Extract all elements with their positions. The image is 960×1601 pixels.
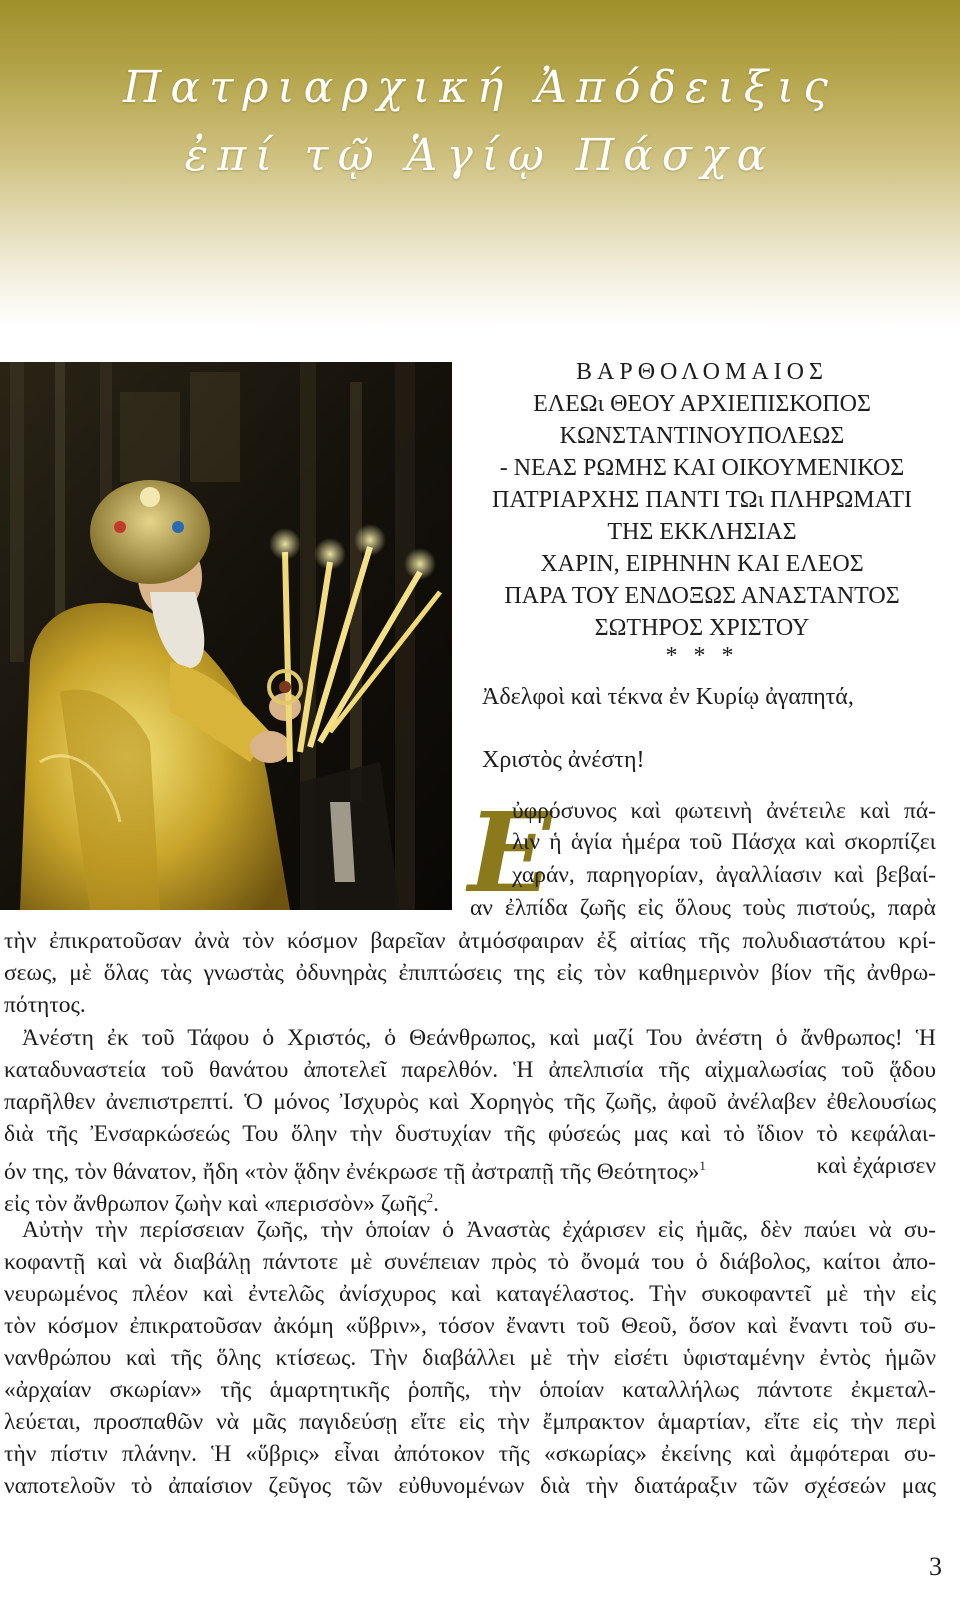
body-line: τὴν ἐπικρατοῦσαν ἀνὰ τὸν κόσμον βαρεῖαν ἀτμόσφαιραν ἐξ αἰτίας τῆς πολυδιαστάτου κρί- <box>4 928 936 954</box>
salutation-line: ΕΛΕΩι ΘΕΟΥ ΑΡΧΙΕΠΙΣΚΟΠΟΣ <box>533 391 871 417</box>
salutation-block <box>462 356 942 668</box>
section-separator: * * * <box>665 643 739 669</box>
drop-cap: Ε <box>468 788 552 917</box>
page-number: 3 <box>929 1552 942 1581</box>
body-line: τὸν κόσμον ἐπικρατοῦσαν ἀκόμη «ὕβριν», τόσον ἔναντι τοῦ Θεοῦ, ὅσον καὶ ἔναντι τοῦ συ- <box>4 1313 936 1339</box>
footnote-marker[interactable]: 1 <box>699 1158 706 1173</box>
body-line: Αὐτὴν τὴν περίσσειαν ζωῆς, τὴν ὁποίαν ὁ Ἀναστὰς ἐχάρισεν εἰς ἡμᾶς, δὲν παύει νὰ συ- <box>22 1217 936 1243</box>
body-text-segment: εἰς τὸν ἄνθρωπον ζωὴν καὶ «περισσὸν» ζωῆς <box>4 1190 427 1217</box>
body-line: αν ἐλπίδα ζωῆς εἰς ὅλους τοὺς πιστούς, παρὰ <box>470 895 936 921</box>
body-line: χαράν, παρηγορίαν, ἀγαλλίασιν καὶ βεβαί- <box>512 862 936 888</box>
body-line-with-footnote <box>4 1183 439 1219</box>
body-line: νευρωμένος πλέον καὶ ἐντελῶς ἀνίσχυρος καὶ καταγέλαστος. Τὴν συκοφαντεῖ μὲ τὴν εἰς <box>4 1281 936 1307</box>
body-line: πότητος. <box>4 992 86 1018</box>
salutation-line: ΤΗΣ ΕΚΚΛΗΣΙΑΣ <box>607 519 797 545</box>
body-line: τὴν πίστιν πλάνην. Ἡ «ὕβρις» εἶναι ἀπότοκον τῆς «σκωρίας» ἐκείνης καὶ ἀμφότεραι συ- <box>4 1441 936 1467</box>
patriarch-name: ΒΑΡΘΟΛΟΜΑΙΟΣ <box>576 359 828 385</box>
body-line: κοφαντῇ καὶ νὰ διαβάλῃ πάντοτε μὲ συνέπειαν πρὸς τὸ ὄνομά του ὁ διάβολος, καίτοι ἀπο- <box>4 1249 936 1275</box>
body-line: ὐφρόσυνος καὶ φωτεινὴ ἀνέτειλε καὶ πά- <box>512 798 936 824</box>
body-text-segment: καὶ ἐχάρισεν <box>816 1153 936 1179</box>
salutation-line: ΧΑΡΙΝ, ΕΙΡΗΝΗΝ ΚΑΙ ΕΛΕΟΣ <box>540 551 864 577</box>
body-line-with-footnote <box>4 1151 936 1187</box>
footnote-marker[interactable]: 2 <box>426 1190 434 1205</box>
body-text-segment: . <box>433 1190 440 1217</box>
body-line: σεως, μὲ ὅλας τὰς γνωστὰς ὀδυνηρὰς ἐπιπτώσεις της εἰς τὸν καθημερινὸν βίον τῆς ἀνθρω- <box>4 960 936 986</box>
body-text-segment: όν της, τὸν θάνατον, ἤδη «τὸν ᾅδην ἐνέκρωσε τῇ ἀστραπῇ τῆς Θεότητος» <box>4 1158 700 1185</box>
body-line: διὰ τῆς Ἐνσαρκώσεώς Του ὅλην τὴν δυστυχίαν τῆς φύσεώς μας καὶ τὸ ἴδιον τὸ κεφάλαι- <box>4 1121 936 1147</box>
title-line-2: ἐπί τῷ Ἁγίῳ Πάσχα <box>184 130 776 181</box>
salutation-line: ΣΩΤΗΡΟΣ ΧΡΙΣΤΟΥ <box>594 615 810 641</box>
body-line: Ἀνέστη ἐκ τοῦ Τάφου ὁ Χριστός, ὁ Θεάνθρωπος, καὶ μαζί Του ἀνέστη ὁ ἄνθρωπος! Ἡ <box>22 1025 936 1051</box>
title-line-1: Πατριαρχική Ἀπόδειξις <box>123 62 837 113</box>
body-text <box>4 1151 706 1187</box>
salutation-line: ΠΑΡΑ ΤΟΥ ΕΝΔΟΞΩΣ ΑΝΑΣΤΑΝΤΟΣ <box>504 583 900 609</box>
body-line: «ἀρχαίαν σκωρίαν» τῆς ἁμαρτητικῆς ῥοπῆς, τὴν ὁποίαν καταλλήλως πάντοτε ἐκμεταλ- <box>4 1377 936 1403</box>
salutation-line: ΠΑΤΡΙΑΡΧΗΣ ΠΑΝΤΙ ΤΩι ΠΛΗΡΩΜΑΤΙ <box>491 487 912 513</box>
body-line: λιν ἡ ἁγία ἡμέρα τοῦ Πάσχα καὶ σκορπίζει <box>512 829 936 855</box>
body-line: παρῆλθεν ἀνεπιστρεπτί. Ὁ μόνος Ἰσχυρὸς καὶ Χορηγὸς τῆς ζωῆς, ἀφοῦ ἀνέλαβεν ἐθελουσίως <box>4 1089 936 1115</box>
salutation-line: ΚΩΝΣΤΑΝΤΙΝΟΥΠΟΛΕΩΣ <box>559 423 845 449</box>
greeting-acclamation: Χριστὸς ἀνέστη! <box>482 747 645 773</box>
salutation-line: - ΝΕΑΣ ΡΩΜΗΣ ΚΑΙ ΟΙΚΟΥΜΕΝΙΚΟΣ <box>499 455 905 481</box>
greeting-address: Ἀδελφοὶ καὶ τέκνα ἐν Κυρίῳ ἀγαπητά, <box>482 684 854 710</box>
body-line: ναποτελοῦν τὸ ἀπαίσιον ζεῦγος τῶν εὐθυνομένων διὰ τὴν διατάραξιν τῶν σχέσεών μας <box>4 1473 936 1499</box>
body-line: νανθρώπου καὶ τῆς ὅλης κτίσεως. Τὴν διαβάλλει μὲ τὴν εἰσέτι ὑφισταμένην ἐντὸς ἡμῶν <box>4 1345 936 1371</box>
patriarch-photo <box>0 362 452 910</box>
body-line: λεύεται, προσπαθῶν νὰ μᾶς παγιδεύσῃ εἴτε εἰς τὴν ἔμπρακτον ἁμαρτίαν, εἴτε εἰς τὴν περὶ <box>4 1409 936 1435</box>
body-line: καταδυναστεία τοῦ θανάτου ἀποτελεῖ παρελθόν. Ἡ ἀπελπισία τῆς αἰχμαλωσίας τοῦ ᾅδου <box>4 1057 936 1083</box>
